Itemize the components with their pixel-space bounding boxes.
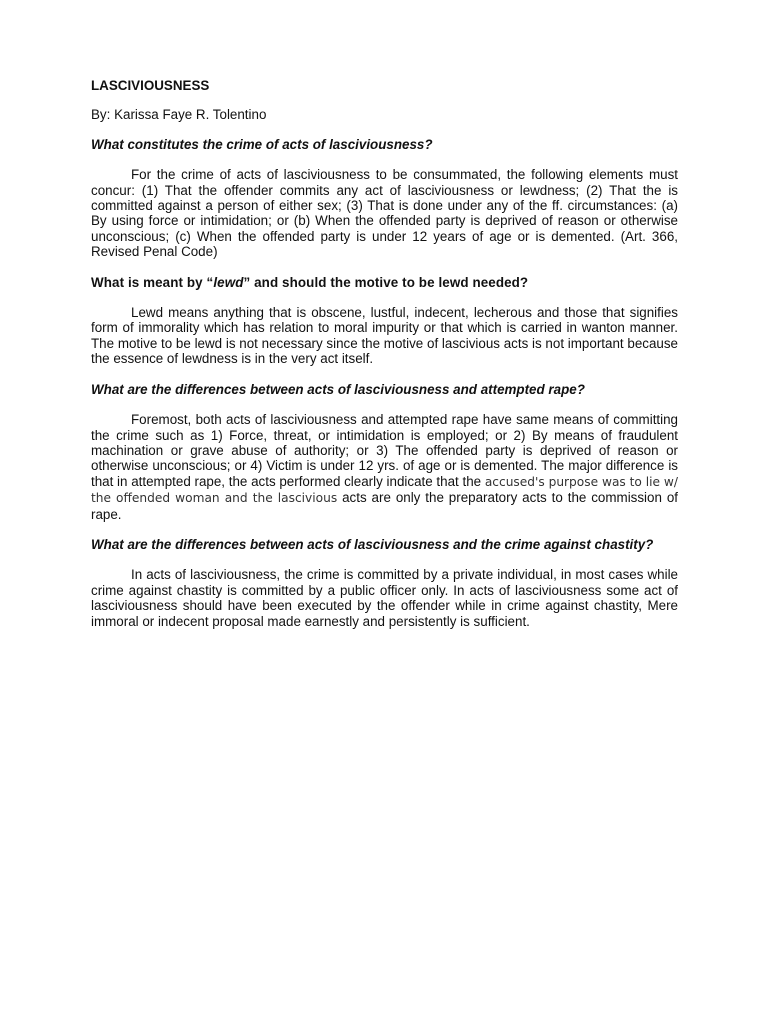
answer-paragraph-2: Lewd means anything that is obscene, lustful, indecent, lecherous and those that signifies form of immorality which has relation to moral impurity or that which is carried in wanton manner. The motive to be lewd is not necessary since the motive of lascivious acts is not important because the essence of lewdness is in the very act itself.: [91, 305, 678, 367]
answer-3-part-c: acts are only the preparatory acts to the commission of rape.: [91, 490, 678, 522]
answer-paragraph-1: For the crime of acts of lasciviousness to be consummated, the following elements must concur: (1) That the offender commits any act of lasciviousness or lewdness; (2) That the is committed against a person of either sex; (3) That is done under any of the ff. circumstances: (a) By using force or intimidation; or (b) When the offended party is deprived of reason or otherwise unconscious; (c) When the offended party is under 12 years of age or is demented. (Art. 366, Revised Penal Code): [91, 167, 678, 260]
document-title: LASCIVIOUSNESS: [91, 78, 210, 93]
document-body: [91, 78, 678, 644]
question-2-lewd-term: lewd: [213, 274, 244, 290]
answer-3-part-b: accused's purpose was to lie w/ the offended woman and the lascivious: [91, 474, 678, 506]
question-2-part-a: What is meant by “: [91, 274, 214, 290]
question-2-part-c: ” and should the motive to be lewd needed?: [243, 274, 529, 290]
question-heading-4: What are the differences between acts of lasciviousness and the crime against chastity?: [91, 536, 654, 552]
answer-3-part-a: Foremost, both acts of lasciviousness and attempted rape have same means of committing the crime such as 1) Force, threat, or intimidation is employed; or 2) By means of fraudulent machination or grave abuse of authority; or 3) The offended party is deprived of reason or otherwise unconscious; or 4) Victim is under 12 yrs. of age or is demented. The major difference is that in attempted rape, the acts performed clearly indicate that the: [91, 412, 678, 489]
question-heading-1: What constitutes the crime of acts of lasciviousness?: [91, 136, 433, 152]
answer-paragraph-3: [91, 412, 678, 522]
answer-paragraph-4: In acts of lasciviousness, the crime is committed by a private individual, in most cases while crime against chastity is committed by a public officer only. In acts of lasciviousness some act of lasciviousness should have been executed by the offender while in crime against chastity, Mere immoral or indecent proposal made earnestly and persistently is sufficient.: [91, 567, 678, 629]
question-heading-2: [91, 275, 678, 290]
question-heading-3: What are the differences between acts of lasciviousness and attempted rape?: [91, 381, 585, 397]
author-byline: By: Karissa Faye R. Tolentino: [91, 107, 267, 123]
